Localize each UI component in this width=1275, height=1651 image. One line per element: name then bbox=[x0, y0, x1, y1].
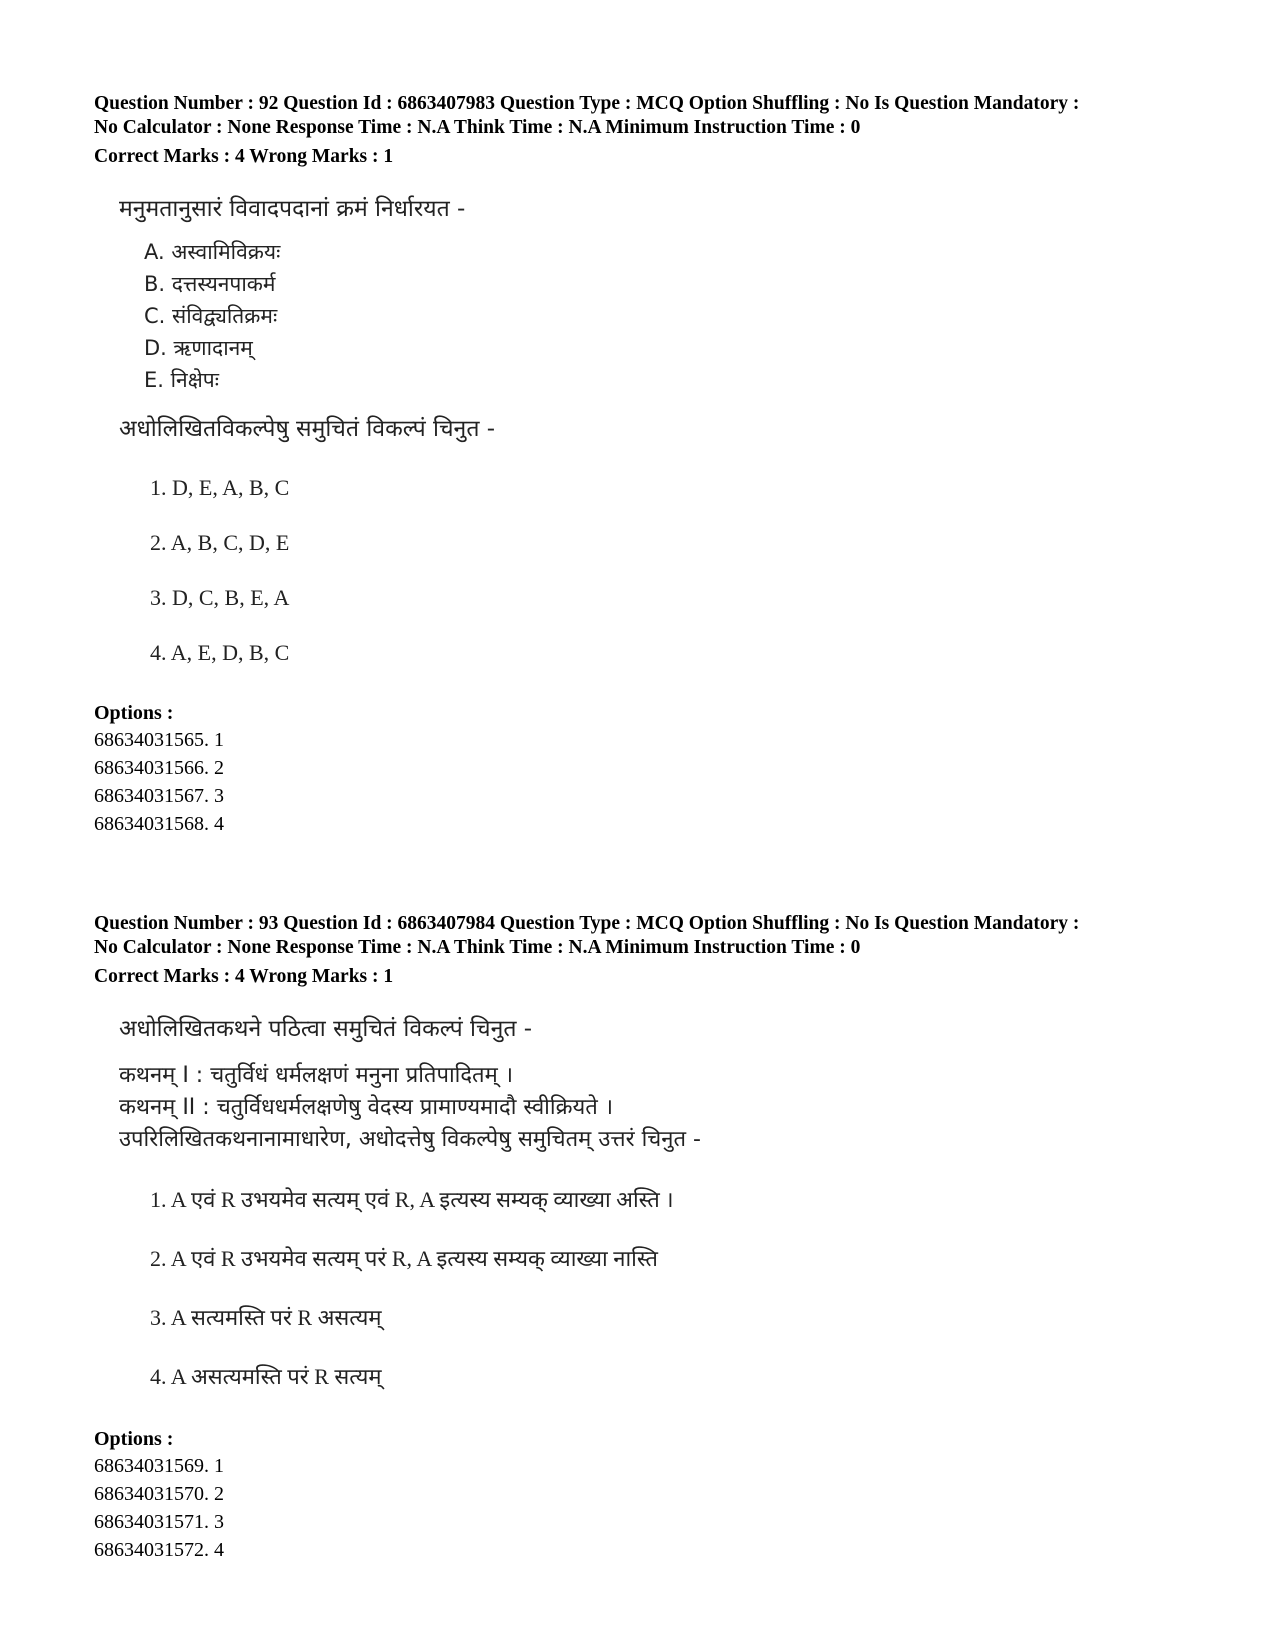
answer-choice-2: 2. A, B, C, D, E bbox=[150, 530, 290, 555]
question-meta-line-1: Question Number : 93 Question Id : 6863407984 Question Type : MCQ Option Shuffling : No Is Question Mandatory : bbox=[94, 913, 1080, 934]
answer-choice-3: 3. A सत्यमस्ति परं R असत्यम् bbox=[150, 1305, 382, 1330]
question-meta bbox=[94, 912, 1194, 960]
option-id: 68634031566. 2 bbox=[94, 757, 224, 779]
question-marks: Correct Marks : 4 Wrong Marks : 1 bbox=[94, 966, 394, 987]
answer-choice-1: 1. D, E, A, B, C bbox=[150, 475, 290, 500]
question-body bbox=[94, 1012, 1194, 1406]
question-block-93 bbox=[94, 912, 1194, 1564]
question-meta bbox=[94, 92, 1194, 140]
item-e: E. निक्षेपः bbox=[144, 368, 219, 392]
answer-choice-4: 4. A असत्यमस्ति परं R सत्यम् bbox=[150, 1364, 382, 1389]
options-heading: Options : bbox=[94, 702, 174, 724]
answer-choice-3: 3. D, C, B, E, A bbox=[150, 585, 290, 610]
answer-choice-1: 1. A एवं R उभयमेव सत्यम् एवं R, A इत्यस्य सम्यक् व्याख्या अस्ति । bbox=[150, 1187, 674, 1212]
question-block-92 bbox=[94, 92, 1194, 838]
option-id: 68634031572. 4 bbox=[94, 1539, 224, 1561]
option-id-list bbox=[94, 1452, 1194, 1564]
item-b: B. दत्तस्यनपाकर्म bbox=[144, 272, 276, 296]
question-stem: अधोलिखितकथने पठित्वा समुचितं विकल्पं चिनुत - bbox=[119, 1016, 533, 1042]
statement-instruction: उपरिलिखितकथनानामाधारेण, अधोदत्तेषु विकल्पेषु समुचितम् उत्तरं चिनुत - bbox=[119, 1127, 701, 1152]
option-id: 68634031571. 3 bbox=[94, 1511, 224, 1533]
answer-choice-2: 2. A एवं R उभयमेव सत्यम् परं R, A इत्यस्य सम्यक् व्याख्या नास्ति bbox=[150, 1246, 658, 1271]
question-meta-line-2: No Calculator : None Response Time : N.A Think Time : N.A Minimum Instruction Time : 0 bbox=[94, 117, 861, 138]
answer-choice-list bbox=[150, 1170, 1194, 1406]
question-instruction: अधोलिखितविकल्पेषु समुचितं विकल्पं चिनुत - bbox=[119, 416, 496, 442]
answer-choice-4: 4. A, E, D, B, C bbox=[150, 640, 290, 665]
question-meta-line-1: Question Number : 92 Question Id : 6863407983 Question Type : MCQ Option Shuffling : No Is Question Mandatory : bbox=[94, 93, 1080, 114]
item-c: C. संविद्व्यतिक्रमः bbox=[144, 304, 278, 328]
item-a: A. अस्वामिविक्रयः bbox=[144, 240, 281, 264]
question-marks: Correct Marks : 4 Wrong Marks : 1 bbox=[94, 146, 394, 167]
options-heading: Options : bbox=[94, 1428, 174, 1450]
statement-list bbox=[119, 1060, 1194, 1156]
option-id: 68634031569. 1 bbox=[94, 1455, 224, 1477]
option-id: 68634031567. 3 bbox=[94, 785, 224, 807]
option-id: 68634031570. 2 bbox=[94, 1483, 224, 1505]
option-id-list bbox=[94, 726, 1194, 838]
item-list bbox=[144, 236, 1194, 396]
question-meta-line-2: No Calculator : None Response Time : N.A Think Time : N.A Minimum Instruction Time : 0 bbox=[94, 937, 861, 958]
question-body bbox=[94, 192, 1194, 680]
question-stem: मनुमतानुसारं विवादपदानां क्रमं निर्धारयत - bbox=[119, 196, 466, 222]
option-id: 68634031568. 4 bbox=[94, 813, 224, 835]
statement-1: कथनम् I : चतुर्विधं धर्मलक्षणं मनुना प्रतिपादितम् । bbox=[119, 1063, 514, 1088]
statement-2: कथनम् II : चतुर्विधधर्मलक्षणेषु वेदस्य प्रामाण्यमादौ स्वीक्रियते । bbox=[119, 1095, 614, 1120]
answer-choice-list bbox=[150, 460, 1194, 680]
item-d: D. ऋणादानम् bbox=[144, 336, 253, 360]
option-id: 68634031565. 1 bbox=[94, 729, 224, 751]
